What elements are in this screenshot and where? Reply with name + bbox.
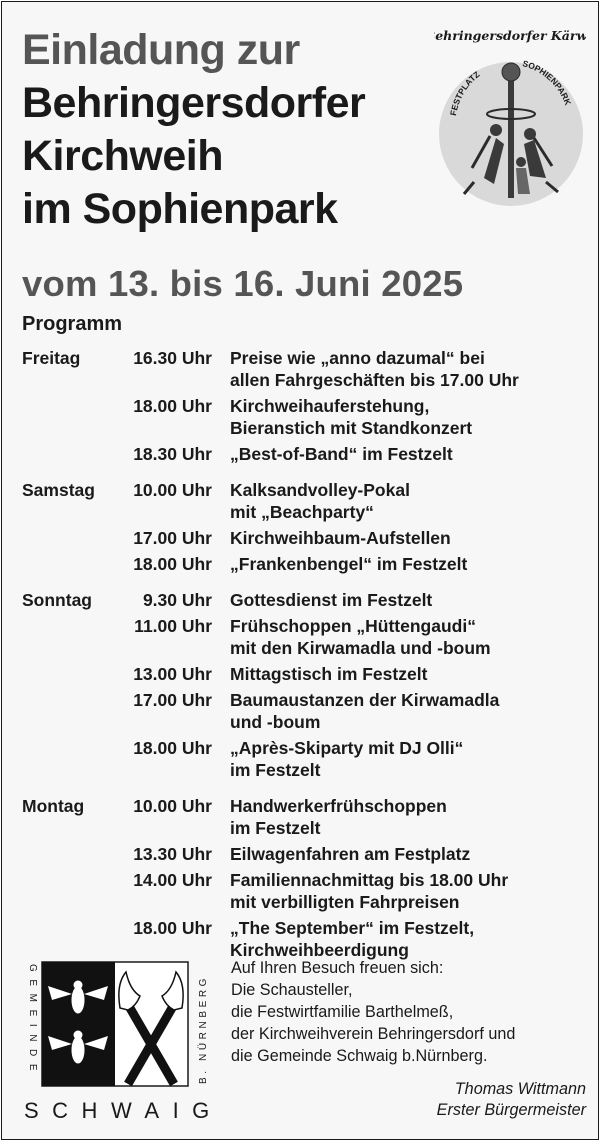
schedule-row xyxy=(22,527,592,549)
schedule-row xyxy=(22,395,592,439)
schedule-row xyxy=(22,663,592,685)
schedule-time: 13.00 Uhr xyxy=(133,664,212,684)
schedule-time: 18.30 Uhr xyxy=(133,444,212,464)
event-line: „The September“ im Festzelt, xyxy=(230,918,475,938)
greeting-block xyxy=(231,957,515,1067)
schedule-time: 18.00 Uhr xyxy=(133,918,212,938)
schedule-row xyxy=(22,869,592,913)
event-line: mit den Kirwamadla und -boum xyxy=(230,638,491,658)
schedule-event xyxy=(230,395,590,439)
event-line: Preise wie „anno dazumal“ bei xyxy=(230,348,485,368)
logo-arc-right: SOPHIENPARK xyxy=(521,58,574,107)
schedule-day xyxy=(22,917,118,961)
schedule-time: 9.30 Uhr xyxy=(142,590,212,610)
schedule-event xyxy=(230,347,590,391)
signature-name: Thomas Wittmann xyxy=(454,1080,586,1098)
schedule-time: 13.30 Uhr xyxy=(133,844,212,864)
festival-dates: vom 13. bis 16. Juni 2025 xyxy=(22,263,464,304)
greeting-line: Auf Ihren Besuch freuen sich: xyxy=(231,959,444,977)
event-line: Kirchweihbeerdigung xyxy=(230,940,409,960)
schedule-time: 10.00 Uhr xyxy=(133,480,212,500)
schedule-day: Samstag xyxy=(22,480,95,500)
event-line: Gottesdienst im Festzelt xyxy=(230,590,433,610)
schedule-row xyxy=(22,443,592,465)
schedule-row xyxy=(22,479,592,523)
schedule-time: 14.00 Uhr xyxy=(133,870,212,890)
event-line: Familiennachmittag bis 18.00 Uhr xyxy=(230,870,509,890)
schedule-day xyxy=(22,553,118,575)
event-line: Baumaustanzen der Kirwamadla xyxy=(230,690,500,710)
event-line: Bieranstich mit Standkonzert xyxy=(230,418,473,438)
event-line: Kirchweihbaum-Aufstellen xyxy=(230,528,451,548)
schedule-event xyxy=(230,479,590,523)
event-line: im Festzelt xyxy=(230,760,321,780)
schedule-time: 10.00 Uhr xyxy=(133,796,212,816)
schedule-row xyxy=(22,347,592,391)
schedule-event xyxy=(230,589,590,611)
signature-block xyxy=(437,1079,586,1121)
schedule-time: 11.00 Uhr xyxy=(134,616,212,636)
schedule-time: 18.00 Uhr xyxy=(133,738,212,758)
schedule-day xyxy=(22,689,118,733)
schedule-time: 18.00 Uhr xyxy=(133,396,212,416)
schedule-day xyxy=(22,843,118,865)
schedule-row xyxy=(22,843,592,865)
event-line: mit „Beachparty“ xyxy=(230,502,374,522)
greeting-line: die Gemeinde Schwaig b.Nürnberg. xyxy=(231,1047,488,1065)
schedule-day xyxy=(22,443,118,465)
schedule-row xyxy=(22,589,592,611)
schedule-time: 17.00 Uhr xyxy=(133,690,212,710)
schedule-day xyxy=(22,869,118,913)
signature-role: Erster Bürgermeister xyxy=(436,1101,586,1119)
schedule-day xyxy=(22,615,118,659)
schedule-day xyxy=(22,527,118,549)
schedule-event xyxy=(230,843,590,865)
logo-arc-left: FESTPLATZ xyxy=(448,69,482,117)
schedule-list xyxy=(22,347,592,965)
schedule-row xyxy=(22,917,592,961)
schedule-event xyxy=(230,737,590,781)
schedule-event xyxy=(230,917,590,961)
event-line: „Best-of-Band“ im Festzelt xyxy=(230,444,453,464)
title-line-3: Kirchweih xyxy=(22,132,223,180)
schedule-day: Sonntag xyxy=(22,590,92,610)
event-line: Frühschoppen „Hüttengaudi“ xyxy=(230,616,476,636)
schedule-time: 17.00 Uhr xyxy=(133,528,212,548)
event-line: und -boum xyxy=(230,712,321,732)
logo-banner-text: Behringersdorfer Kär xyxy=(434,28,577,43)
event-line: im Festzelt xyxy=(230,818,321,838)
event-line: Handwerkerfrühschoppen xyxy=(230,796,447,816)
kaerwa-logo xyxy=(434,18,586,208)
event-line: mit verbilligten Fahrpreisen xyxy=(230,892,460,912)
schedule-time: 16.30 Uhr xyxy=(133,348,212,368)
crest-bottom-text: SCHWAIG xyxy=(24,1098,216,1123)
schedule-event xyxy=(230,663,590,685)
schedule-row xyxy=(22,615,592,659)
schedule-event xyxy=(230,615,590,659)
schedule-day: Montag xyxy=(22,796,85,816)
schedule-event xyxy=(230,553,590,575)
schedule-day: Freitag xyxy=(22,348,81,368)
schedule-time: 18.00 Uhr xyxy=(133,554,212,574)
event-line: Kalksandvolley-Pokal xyxy=(230,480,410,500)
schedule-row xyxy=(22,553,592,575)
schedule-day xyxy=(22,395,118,439)
title-line-2: Behringersdorfer xyxy=(22,79,366,127)
programm-heading: Programm xyxy=(22,313,123,335)
schedule-day xyxy=(22,663,118,685)
event-line: allen Fahrgeschäften bis 17.00 Uhr xyxy=(230,370,519,390)
event-line: „Frankenbengel“ im Festzelt xyxy=(230,554,468,574)
greeting-line: die Festwirtfamilie Barthelmeß, xyxy=(231,1003,454,1021)
schwaig-crest xyxy=(20,956,216,1128)
event-line: Kirchweihauferstehung, xyxy=(230,396,430,416)
greeting-line: Die Schausteller, xyxy=(231,981,353,999)
schedule-event xyxy=(230,795,590,839)
schedule-event xyxy=(230,869,590,913)
event-line: Eilwagenfahren am Festplatz xyxy=(230,844,471,864)
schedule-event xyxy=(230,689,590,733)
schedule-row xyxy=(22,689,592,733)
crest-left-text: GEMEINDE xyxy=(27,964,38,1079)
page-title xyxy=(22,24,365,236)
schedule-row xyxy=(22,795,592,839)
event-line: „Après-Skiparty mit DJ Olli“ xyxy=(230,738,464,758)
schedule-event xyxy=(230,527,590,549)
schedule-row xyxy=(22,737,592,781)
event-line: Mittagstisch im Festzelt xyxy=(230,664,428,684)
schedule-event xyxy=(230,443,590,465)
schedule-day xyxy=(22,737,118,781)
title-line-4: im Sophienpark xyxy=(22,185,338,233)
greeting-line: der Kirchweihverein Behringersdorf und xyxy=(231,1025,516,1043)
announcement-card xyxy=(1,1,599,1140)
title-line-1: Einladung zur xyxy=(22,26,300,74)
crest-right-text: B. NÜRNBERG xyxy=(198,974,209,1084)
